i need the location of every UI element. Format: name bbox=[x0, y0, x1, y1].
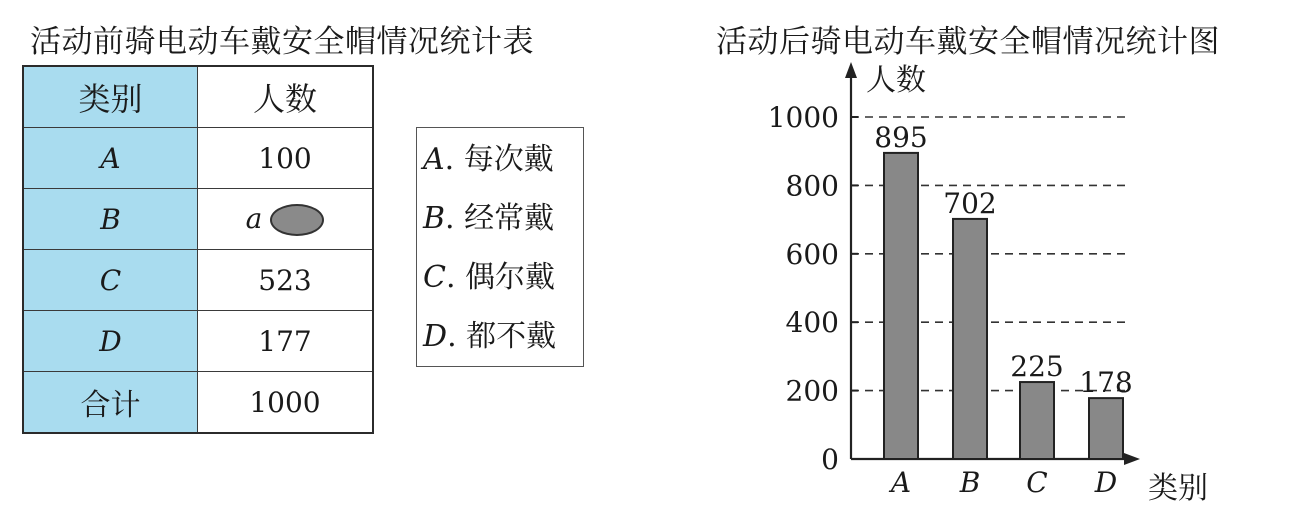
row-category: C bbox=[23, 250, 198, 311]
bar-A bbox=[884, 153, 918, 459]
row-category: A bbox=[23, 128, 198, 189]
x-axis-arrow-icon bbox=[1124, 453, 1140, 465]
y-tick-label: 0 bbox=[821, 443, 839, 476]
y-axis-label: 人数 bbox=[866, 63, 926, 98]
bar-B bbox=[953, 219, 987, 459]
total-label: 合计 bbox=[23, 372, 198, 434]
data-label: 895 bbox=[874, 120, 928, 154]
x-axis-label: 类别 bbox=[1148, 471, 1208, 506]
row-category: D bbox=[23, 311, 198, 372]
header-category: 类别 bbox=[23, 66, 198, 128]
unknown-variable-a: a bbox=[245, 201, 263, 235]
row-category: B bbox=[23, 189, 198, 250]
x-tick-label: C bbox=[1026, 466, 1048, 499]
row-count: 523 bbox=[198, 250, 374, 311]
chart-title: 活动后骑电动车戴安全帽情况统计图 bbox=[716, 24, 1220, 60]
y-axis-arrow-icon bbox=[845, 62, 857, 78]
row-count: 177 bbox=[198, 311, 374, 372]
legend-letter: D bbox=[423, 319, 448, 354]
data-label: 225 bbox=[1010, 350, 1064, 384]
table-title: 活动前骑电动车戴安全帽情况统计表 bbox=[30, 24, 534, 60]
header-count: 人数 bbox=[198, 66, 374, 128]
y-tick-label: 800 bbox=[785, 169, 839, 203]
legend-text: . 每次戴 bbox=[444, 142, 554, 177]
legend-text: . 都不戴 bbox=[447, 319, 557, 354]
legend-letter: B bbox=[423, 201, 446, 236]
bar-C bbox=[1020, 382, 1054, 459]
total-value: 1000 bbox=[198, 372, 374, 434]
y-tick-label: 600 bbox=[785, 237, 839, 271]
legend-text: . 经常戴 bbox=[445, 201, 555, 236]
y-tick-label: 200 bbox=[785, 374, 839, 408]
legend-text: . 偶尔戴 bbox=[445, 260, 556, 295]
x-tick-label: A bbox=[890, 466, 912, 499]
data-label: 178 bbox=[1079, 366, 1133, 400]
row-count: 100 bbox=[198, 128, 374, 189]
y-tick-label: 1000 bbox=[767, 101, 839, 134]
x-tick-label: B bbox=[959, 466, 981, 499]
bar-D bbox=[1089, 398, 1123, 459]
x-tick-label: D bbox=[1094, 466, 1118, 499]
legend-letter: C bbox=[423, 260, 446, 295]
legend-letter: A bbox=[423, 142, 445, 177]
y-tick-label: 400 bbox=[785, 306, 839, 340]
data-label: 702 bbox=[943, 186, 997, 220]
